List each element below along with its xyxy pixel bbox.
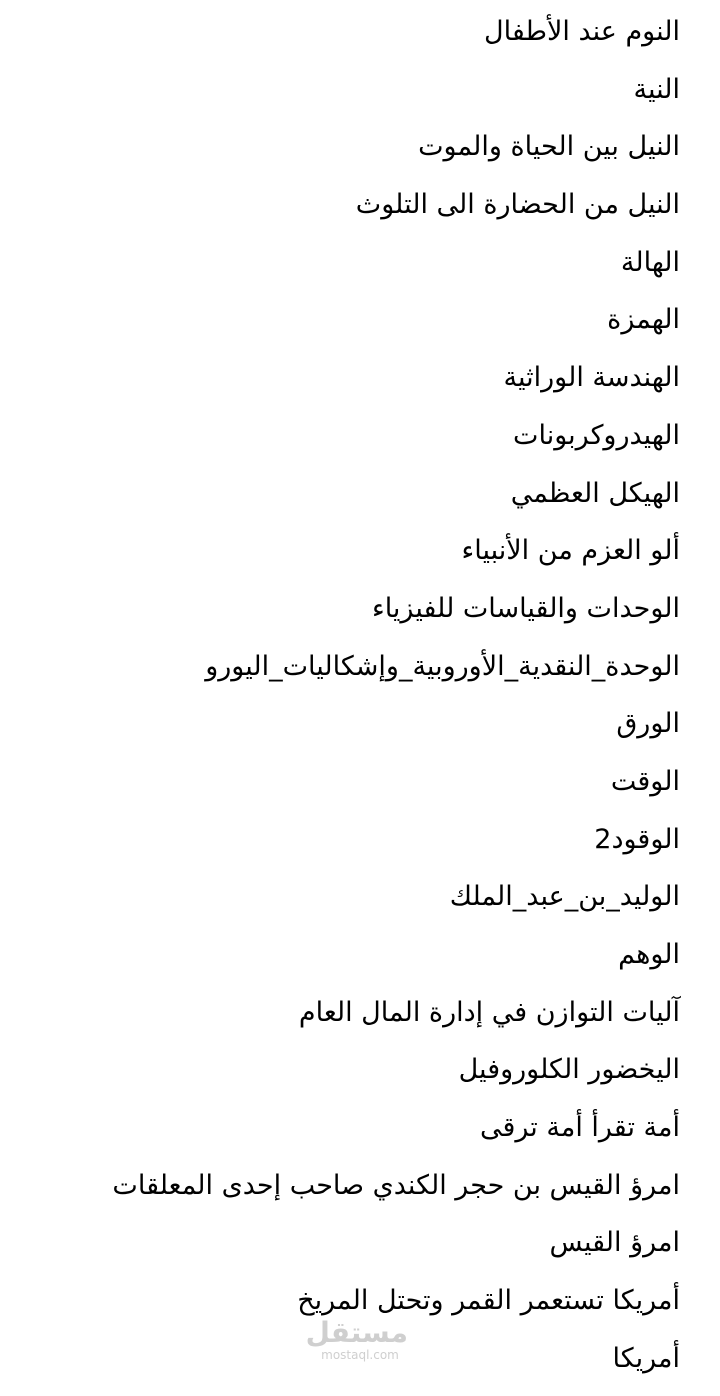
list-item: الهيدروكربونات [513, 419, 680, 451]
list-item: اليخضور الكلوروفيل [458, 1054, 680, 1086]
list-item: الوقت [610, 765, 680, 797]
list-item: النيل من الحضارة الى التلوث [355, 189, 680, 221]
list-item: الهندسة الوراثية [503, 362, 680, 394]
list-item: الوحدات والقياسات للفيزياء [372, 592, 680, 624]
list-item: النوم عند الأطفال [483, 16, 680, 47]
list-item: آليات التوازن في إدارة المال العام [298, 996, 680, 1028]
list-item: الهالة [620, 246, 680, 278]
list-item: النية [633, 73, 680, 105]
list-item: الورق [616, 708, 680, 740]
list-item: أمريكا [612, 1342, 680, 1374]
watermark-logo: مستقل [305, 1316, 408, 1349]
list-item: الوليد_بن_عبد_الملك [449, 881, 680, 913]
list-item: الهيكل العظمي [510, 477, 680, 509]
list-item: امرؤ القيس بن حجر الكندي صاحب إحدى المعلقات [112, 1169, 680, 1201]
list-item: النيل بين الحياة والموت [418, 131, 680, 163]
watermark-domain: mostaql.com [321, 1348, 399, 1362]
list-item: الوهم [618, 939, 680, 970]
list-item: الوقود2 [594, 823, 680, 855]
list-item: الوحدة_النقدية_الأوروبية_وإشكاليات_اليورو [205, 650, 680, 682]
watermark [305, 1316, 408, 1362]
list-item: امرؤ القيس [549, 1227, 680, 1259]
list-item: أمريكا تستعمر القمر وتحتل المريخ [297, 1285, 680, 1317]
list-item: ألو العزم من الأنبياء [461, 535, 680, 567]
list-item: الهمزة [607, 304, 680, 336]
topics-list [20, 7, 680, 1392]
list-item: أمة تقرأ أمة ترقى [479, 1112, 680, 1144]
